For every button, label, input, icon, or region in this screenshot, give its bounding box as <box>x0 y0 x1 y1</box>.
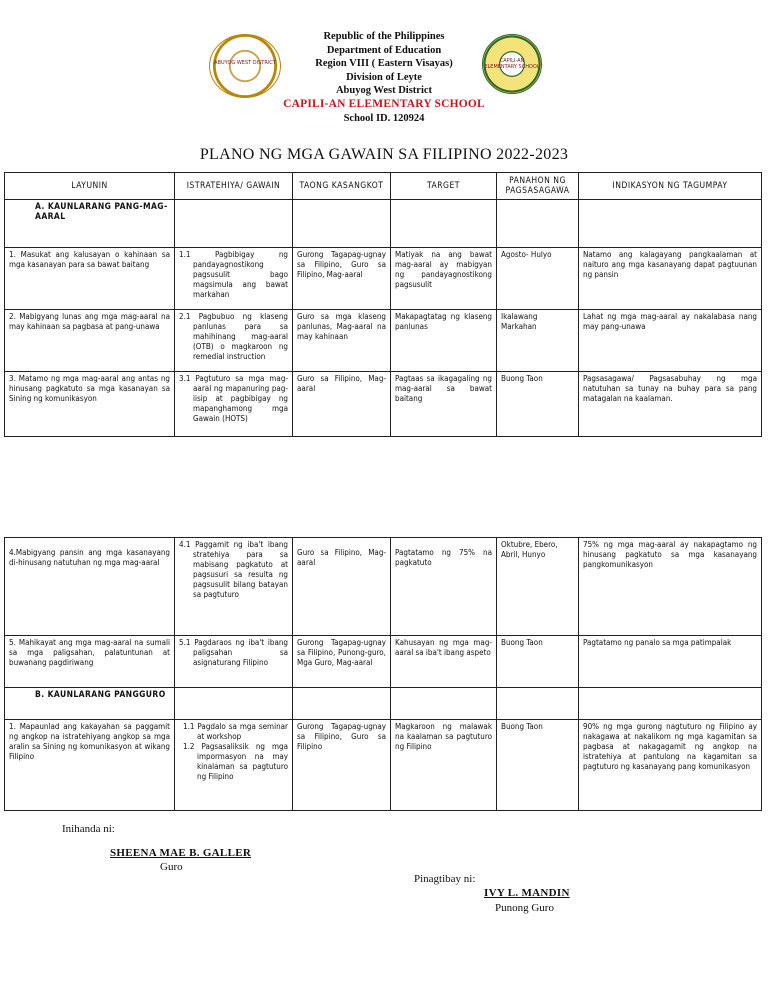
istratehiya-cell: 3.1 Pagtuturo sa mga mag-aaral ng mapanuring pag-iisip at pagbibigay ng mapanghamong mga Gawain (HOTS) <box>175 372 293 437</box>
target-cell: Pagtaas sa ikagagaling ng mag-aaral sa bawat baitang <box>391 372 497 437</box>
indikasyon-cell: 90% ng mga gurong nagtuturo ng Filipino ay nakagawa at nakalikom ng mga kagamitan sa pagbasa at nakagagamit ng angkop na istratehiya at pantulong na kagamitan sa pagtuturo ng kasanayang pang komunikasyon <box>579 720 762 811</box>
school-id: School ID. 120924 <box>343 112 425 124</box>
preparer-role: Guro <box>160 861 183 873</box>
header-line: Region VIII ( Eastern Visayas) <box>315 58 453 70</box>
layunin-cell: 1. Mapaunlad ang kakayahan sa paggamit ng angkop na istratehiyang angkop sa mga aralin sa Sining ng komunikasyon at wikang Filipino <box>5 720 175 811</box>
kasangkot-cell: Guro sa Filipino, Mag-aaral <box>293 538 391 636</box>
plan-table-part-2 <box>4 537 762 811</box>
section-row <box>5 688 762 720</box>
table-row <box>5 720 762 811</box>
indikasyon-cell: Natamo ang kalagayang pangkaalaman at naituro ang mga kasanayang dapat pagtuunan ng pansin <box>579 248 762 310</box>
column-header: LAYUNIN <box>5 173 175 200</box>
table-row <box>5 538 762 636</box>
istratehiya-cell: 1.1 Pagbibigay ng pandayagnostikong pagsusulit bago magsimula ang bawat markahan <box>175 248 293 310</box>
page-title: PLANO NG MGA GAWAIN SA FILIPINO 2022-2023 <box>199 146 569 163</box>
istratehiya-cell: 2.1 Pagbubuo ng klaseng panlunas para sa mahihinang mag-aaral (OTB) o magkaroon ng remedial instruction <box>175 310 293 372</box>
indikasyon-cell: Lahat ng mga mag-aaral ay nakalabasa nang may pang-unawa <box>579 310 762 372</box>
kasangkot-cell: Gurong Tagapag-ugnay sa Filipino, Punong-guro, Mga Guro, Mag-aaral <box>293 636 391 688</box>
kasangkot-cell: Guro sa Filipino, Mag-aaral <box>293 372 391 437</box>
school-name: CAPILI-AN ELEMENTARY SCHOOL <box>283 97 485 110</box>
kasangkot-cell: Gurong Tagapag-ugnay sa Filipino, Guro sa Filipino <box>293 720 391 811</box>
district-seal-text: ABUYOG WEST DISTRICT <box>214 59 276 66</box>
header-line: Department of Education <box>326 44 442 56</box>
target-cell: Makapagtatag ng klaseng panlunas <box>391 310 497 372</box>
istratehiya-cell <box>175 720 293 811</box>
header-line: Abuyog West District <box>335 85 433 97</box>
target-cell: Matiyak na ang bawat mag-aaral ay mabigyan ng pandayagnostikong pagsusulit <box>391 248 497 310</box>
approved-label: Pinagtibay ni: <box>414 873 476 885</box>
kasangkot-cell: Gurong Tagapag-ugnay sa Filipino, Guro sa Filipino, Mag-aaral <box>293 248 391 310</box>
istratehiya-item: 1.1 Pagdalo sa mga seminar at workshop <box>183 722 288 741</box>
indikasyon-cell: Pagsasagawa/ Pagsasabuhay ng mga natutuhan sa tunay na buhay para sa pang matagalan na kaalaman. <box>579 372 762 437</box>
column-header: INDIKASYON NG TAGUMPAY <box>579 173 762 200</box>
target-cell: Magkaroon ng malawak na kaalaman sa pagtuturo ng Filipino <box>391 720 497 811</box>
istratehiya-cell: 4.1 Paggamit ng iba't ibang stratehiya para sa mabisang pagkatuto at pagsusuri sa resulta ng pagsusulit bilang batayan sa pagtuturo <box>175 538 293 636</box>
kasangkot-cell: Guro sa mga klaseng panlunas, Mag-aaral na may kahinaan <box>293 310 391 372</box>
panahon-cell: Oktubre, Ebero, Abril, Hunyo <box>497 538 579 636</box>
target-cell: Kahusayan ng mga mag-aaral sa iba't ibang aspeto <box>391 636 497 688</box>
preparer-name: SHEENA MAE B. GALLER <box>110 847 252 859</box>
panahon-cell: Ikalawang Markahan <box>497 310 579 372</box>
istratehiya-cell: 5.1 Pagdaraos ng iba't ibang paligsahan sa asignaturang Filipino <box>175 636 293 688</box>
layunin-cell: 2. Mabigyang lunas ang mga mag-aaral na may kahinaan sa pagbasa at pang-unawa <box>5 310 175 372</box>
column-header: TAONG KASANGKOT <box>293 173 391 200</box>
istratehiya-item: 1.2 Pagsasaliksik ng mga impormasyon na may kinalaman sa pagtuturo ng Filipino <box>183 742 288 781</box>
panahon-cell: Buong Taon <box>497 636 579 688</box>
table-row <box>5 248 762 310</box>
table-row <box>5 372 762 437</box>
section-heading: A. KAUNLARANG PANG-MAG-AARAL <box>5 200 175 248</box>
table-row <box>5 310 762 372</box>
target-cell: Pagtatamo ng 75% na pagkatuto <box>391 538 497 636</box>
prepared-label: Inihanda ni: <box>62 823 115 835</box>
layunin-cell: 4.Mabigyang pansin ang mga kasanayang di-hinusang natutuhan ng mga mag-aaral <box>5 538 175 636</box>
section-row <box>5 200 762 248</box>
panahon-cell: Buong Taon <box>497 720 579 811</box>
column-header: TARGET <box>391 173 497 200</box>
school-seal-text: CAPILI-AN ELEMENTARY SCHOOL <box>484 58 540 71</box>
layunin-cell: 5. Mahikayat ang mga mag-aaral na sumali sa mga paligsahan, palatuntunan at buwanang pagdiriwang <box>5 636 175 688</box>
indikasyon-cell: 75% ng mga mag-aaral ay nakapagtamo ng hinusang pagkatuto sa mga kasanayang pangkomunikasyon <box>579 538 762 636</box>
panahon-cell: Agosto- Hulyo <box>497 248 579 310</box>
plan-table-part-1 <box>4 172 762 437</box>
approver-role: Punong Guro <box>495 902 554 914</box>
layunin-cell: 1. Masukat ang kalusayan o kahinaan sa mga kasanayan para sa bawat baitang <box>5 248 175 310</box>
section-heading: B. KAUNLARANG PANGGURO <box>5 688 175 720</box>
table-header-row <box>5 173 762 200</box>
table-row <box>5 636 762 688</box>
header-line: Division of Leyte <box>346 71 422 83</box>
layunin-cell: 3. Matamo ng mga mag-aaral ang antas ng hinusang pagkatuto sa mga kasanayan sa Sining ng komunikasyon <box>5 372 175 437</box>
indikasyon-cell: Pagtatamo ng panalo sa mga patimpalak <box>579 636 762 688</box>
column-header: ISTRATEHIYA/ GAWAIN <box>175 173 293 200</box>
approver-name: IVY L. MANDIN <box>484 887 570 899</box>
column-header: PANAHON NG PAGSASAGAWA <box>497 173 579 200</box>
letterhead <box>0 30 768 125</box>
header-line: Republic of the Philippines <box>323 31 445 42</box>
panahon-cell: Buong Taon <box>497 372 579 437</box>
